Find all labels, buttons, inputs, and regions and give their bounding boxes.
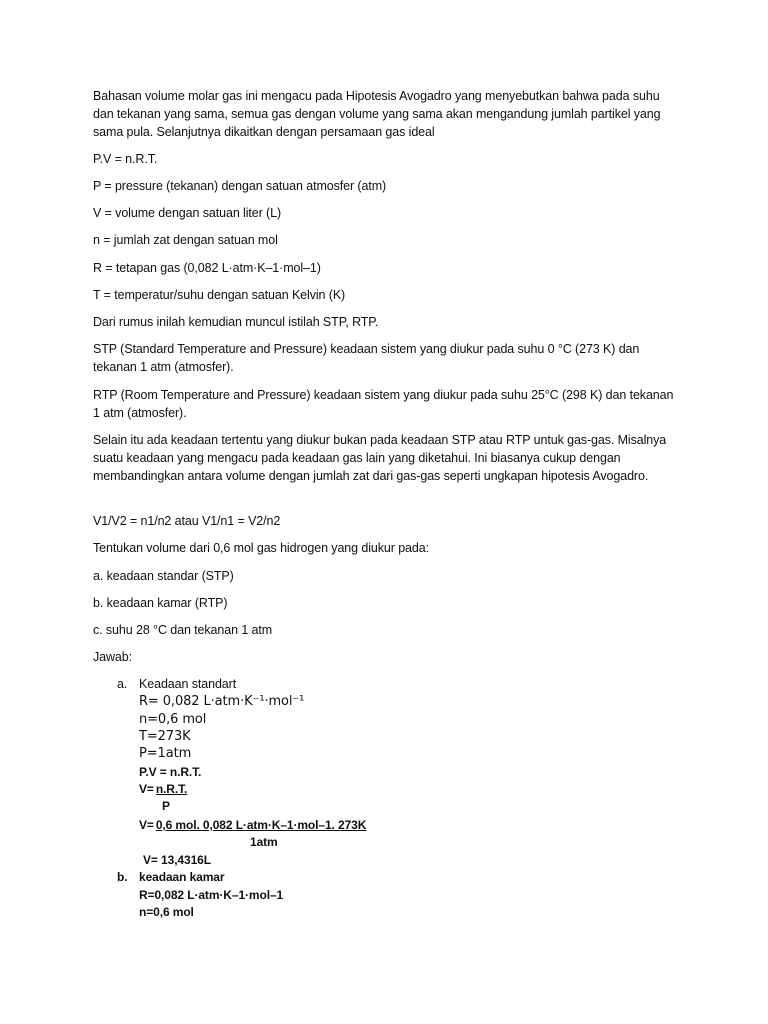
part-a-v-prefix: V=	[139, 782, 154, 796]
part-a-title: Keadaan standart	[139, 677, 237, 691]
intro-paragraph: Bahasan volume molar gas ini mengacu pada Hipotesis Avogadro yang menyebutkan bahwa pada suhu dan tekanan yang sama, semua gas dengan volume yang sama akan mengandung jumlah partikel yang sama pula. Selanjutnya dikaitkan dengan persamaan gas ideal	[93, 89, 661, 139]
part-a-v2-numerator: 0,6 mol. 0,082 L·atm·K–1·mol–1. 273K	[155, 818, 367, 832]
definition-p: P = pressure (tekanan) dengan satuan atmosfer (atm)	[93, 179, 387, 193]
part-a-t: T=273K	[139, 729, 191, 744]
part-b-title: keadaan kamar	[139, 870, 225, 884]
part-a-v-line	[139, 781, 187, 798]
part-a-result: V= 13,4316L	[143, 853, 211, 867]
stp-paragraph: STP (Standard Temperature and Pressure) keadaan sistem yang diukur pada suhu 0 °C (273 K) dan tekanan 1 atm (atmosfer).	[93, 342, 640, 374]
definition-r: R = tetapan gas (0,082 L·atm·K–1·mol–1)	[93, 261, 321, 275]
option-a: a. keadaan standar (STP)	[93, 569, 234, 583]
part-a-r: R= 0,082 L·atm·K⁻¹·mol⁻¹	[139, 694, 305, 709]
part-a-v-denominator: P	[162, 799, 170, 813]
definition-t: T = temperatur/suhu dengan satuan Kelvin (K)	[93, 288, 346, 302]
part-a-p: P=1atm	[139, 746, 192, 761]
part-a-n: n=0,6 mol	[139, 712, 207, 727]
option-b: b. keadaan kamar (RTP)	[93, 596, 228, 610]
part-b-r: R=0,082 L·atm·K–1·mol–1	[139, 888, 284, 902]
option-c: c. suhu 28 °C dan tekanan 1 atm	[93, 623, 273, 637]
ideal-gas-formula: P.V = n.R.T.	[93, 152, 158, 166]
part-a-v2-line	[139, 817, 372, 834]
part-a-marker: a.	[117, 677, 128, 691]
part-a-v-numerator: n.R.T.	[155, 782, 188, 796]
part-b-n: n=0,6 mol	[139, 905, 194, 919]
part-a-v2-prefix: V=	[139, 818, 154, 832]
other-conditions-paragraph: Selain itu ada keadaan tertentu yang diukur bukan pada keadaan STP atau RTP untuk gas-gas. Misalnya suatu keadaan yang mengacu pada keadaan gas lain yang diketahui. Ini biasanya cukup dengan membandingkan antara volume dengan jumlah zat dari gas-gas seperti ungkapan hipotesis Avogadro.	[93, 433, 667, 483]
part-a-v2-denominator: 1atm	[250, 835, 278, 849]
avogadro-ratio: V1/V2 = n1/n2 atau V1/n1 = V2/n2	[93, 514, 281, 528]
answer-label: Jawab:	[93, 650, 133, 664]
definition-v: V = volume dengan satuan liter (L)	[93, 206, 282, 220]
part-a-formula: P.V = n.R.T.	[139, 765, 202, 779]
definition-n: n = jumlah zat dengan satuan mol	[93, 233, 278, 247]
rumus-intro: Dari rumus inilah kemudian muncul istilah STP, RTP.	[93, 315, 379, 329]
question-text: Tentukan volume dari 0,6 mol gas hidrogen yang diukur pada:	[93, 541, 429, 555]
part-b-marker: b.	[117, 870, 128, 884]
rtp-paragraph: RTP (Room Temperature and Pressure) keadaan sistem yang diukur pada suhu 25°C (298 K) dan tekanan 1 atm (atmosfer).	[93, 388, 674, 420]
